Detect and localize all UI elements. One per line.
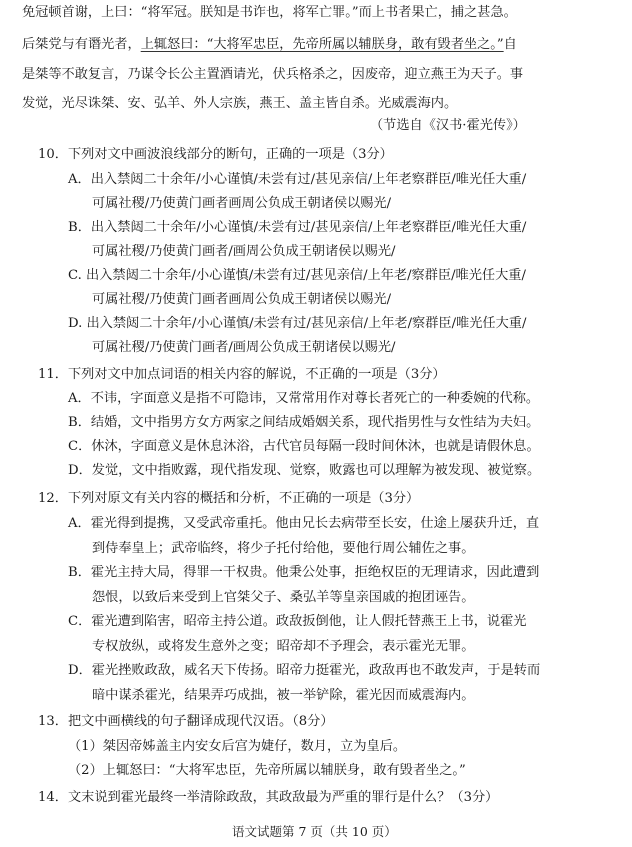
q12-option-b-line-2: 怨恨，以致后来受到上官桀父子、桑弘羊等皇亲国戚的抱团诬告。 — [92, 590, 475, 605]
q12-option-b-line-1: B．霍光主持大局，得罪一干权贵。他秉公处事，拒绝权臣的无理请求，因此遭到 — [68, 565, 540, 580]
passage-line-2 — [22, 36, 517, 54]
q10-option-a-line-2: 可属社稷/乃使黄门画者画周公负成王朝诸侯以赐光/ — [92, 196, 392, 211]
q11-option-d: D．发觉，文中指败露，现代指发现、觉察，败露也可以理解为被发现、被觉察。 — [68, 463, 541, 478]
q10-option-d-line-2: 可属社稷/乃使黄门画者/画周公负成王朝诸侯以赐光/ — [92, 340, 396, 355]
passage-line-2-start: 后桀党与有谮光者， — [22, 37, 141, 52]
q13-sentence-2: （2）上辄怒曰：“大将军忠臣，先帝所属以辅朕身，敢有毁者坐之。” — [68, 763, 466, 778]
q12-option-d-line-2: 暗中谋杀霍光，结果弄巧成拙，被一举铲除，霍光因而威震海内。 — [92, 688, 475, 703]
q13-sentence-1: （1）桀因帝姊盖主内安女后宫为婕仔，数月，立为皇后。 — [68, 739, 407, 754]
page-footer: 语文试题第 7 页（共 10 页） — [232, 824, 397, 839]
q10-option-b-line-2: 可属社稷/乃使黄门画者/画周公负成王朝诸侯以赐光/ — [92, 244, 396, 259]
q12-option-a-line-2: 到侍奉皇上；武帝临终，将少子托付给他，要他行周公辅佐之事。 — [92, 541, 475, 556]
underlined-sentence: 上辄怒曰：“大将军忠臣，先帝所属以辅朕身，敢有毁者坐之。” — [140, 37, 504, 52]
q13-stem: 13．把文中画横线的句子翻译成现代汉语。（8分） — [38, 714, 334, 729]
q11-stem: 11．下列对文中加点词语的相关内容的解说，不正确的一项是（3分） — [38, 367, 446, 382]
q10-option-c-line-1: C. 出入禁闼二十余年/小心谨慎/未尝有过/甚见亲信/上年老/察群臣/唯光任大重/ — [68, 268, 526, 283]
q10-option-c-line-2: 可属社稷/乃使黄门画者画周公负成王朝诸侯以赐光/ — [92, 292, 392, 307]
q10-option-a-line-1: A．出入禁闼二十余年/小心谨慎/未尝有过/甚见亲信/上年老察群臣/唯光任大重/ — [68, 172, 527, 187]
q10-option-d-line-1: D. 出入禁闼二十余年/小心谨慎/未尝有过/甚见亲信/上年老/察群臣/唯光任大重/ — [68, 316, 527, 331]
q12-option-c-line-2: 专权放纵，或将发生意外之变；昭帝却不予理会，表示霍光无罪。 — [92, 639, 475, 654]
passage-line-4: 发觉，光尽诛桀、安、弘羊、外人宗族，燕王、盖主皆自杀。光威震海内。 — [22, 96, 458, 111]
passage-source: （节选自《汉书·霍光传》） — [370, 118, 526, 133]
q11-option-a: A．不讳，字面意义是指不可隐讳，又常常用作对尊长者死亡的一种委婉的代称。 — [68, 391, 540, 406]
q10-stem: 10．下列对文中画波浪线部分的断句，正确的一项是（3分） — [38, 147, 393, 162]
passage-line-3: 是桀等不敢复言，乃谋令长公主置酒请光，伏兵格杀之，因废帝，迎立燕王为天子。事 — [22, 67, 524, 82]
q14-stem: 14．文末说到霍光最终一举清除政敌，其政敌最为严重的罪行是什么？（3分） — [38, 790, 499, 805]
q10-option-b-line-1: B．出入禁闼二十余年/小心谨慎/未尝有过/甚见亲信/上年老察群臣/唯光任大重/ — [68, 220, 527, 235]
passage-line-1: 免冠顿首谢，上曰：“将军冠。朕知是书诈也，将军亡罪。”而上书者果亡，捕之甚急。 — [22, 5, 517, 20]
q11-option-b: B．结婚，文中指男方女方两家之间结成婚姻关系，现代指男性与女性结为夫妇。 — [68, 415, 540, 430]
q12-option-c-line-1: C．霍光遭到陷害，昭帝主持公道。政敌扳倒他，让人假托替燕王上书，说霍光 — [68, 614, 527, 629]
passage-line-2-end: 自 — [503, 37, 517, 52]
q12-stem: 12．下列对原文有关内容的概括和分析，不正确的一项是（3分） — [38, 491, 420, 506]
q12-option-d-line-1: D．霍光挫败政敌，威名天下传扬。昭帝力挺霍光，政敌再也不敢发声，于是转而 — [68, 663, 541, 678]
q12-option-a-line-1: A．霍光得到提携，又受武帝重托。他由兄长去病带至长安，仕途上屡获升迁，直 — [68, 516, 540, 531]
q11-option-c: C．休沐，字面意义是休息沐浴，古代官员每隔一段时间休沐，也就是请假休息。 — [68, 439, 540, 454]
